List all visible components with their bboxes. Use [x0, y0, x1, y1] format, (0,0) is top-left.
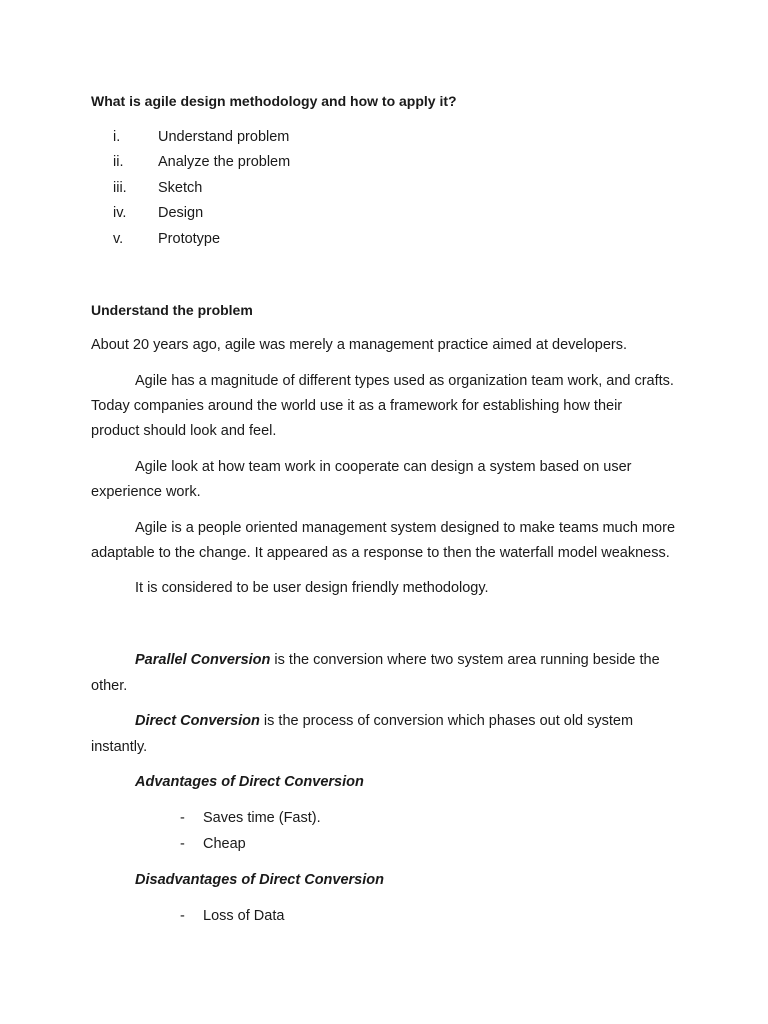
paragraph-line: product should look and feel.: [91, 423, 277, 439]
disadvantages-heading: Disadvantages of Direct Conversion: [135, 872, 384, 888]
paragraph-line: instantly.: [91, 739, 148, 755]
intro-paragraph: About 20 years ago, agile was merely a management practice aimed at developers.: [91, 337, 627, 353]
dash-marker: -: [180, 908, 185, 924]
paragraph-line: Agile look at how team work in cooperate can design a system based on user: [135, 459, 632, 475]
step-marker: iii.: [113, 180, 127, 196]
paragraph-friendly: It is considered to be user design friendly methodology.: [135, 580, 489, 596]
paragraph-line: other.: [91, 678, 128, 694]
paragraph-line: Today companies around the world use it as a framework for establishing how their: [91, 398, 623, 414]
dash-marker: -: [180, 836, 185, 852]
paragraph-line: experience work.: [91, 484, 201, 500]
dash-marker: -: [180, 810, 185, 826]
paragraph-line: Agile has a magnitude of different types used as organization team work, and crafts.: [135, 373, 674, 389]
list-item: Loss of Data: [203, 908, 285, 924]
list-item: Saves time (Fast).: [203, 810, 321, 826]
section-heading: Understand the problem: [91, 302, 253, 318]
step-text: Sketch: [158, 180, 203, 196]
paragraph-line: [135, 711, 633, 731]
term-direct-conversion: Direct Conversion: [135, 713, 260, 729]
paragraph-line: adaptable to the change. It appeared as a response to then the waterfall model weakness.: [91, 545, 670, 561]
step-text: Understand problem: [158, 129, 290, 145]
step-text: Prototype: [158, 231, 221, 247]
step-marker: v.: [113, 231, 124, 247]
paragraph-line: Agile is a people oriented management system designed to make teams much more: [135, 520, 676, 536]
step-marker: i.: [113, 129, 121, 145]
step-text: Analyze the problem: [158, 154, 291, 170]
step-text: Design: [158, 205, 204, 221]
document-title: What is agile design methodology and how to apply it?: [91, 93, 457, 109]
definition-text: is the process of conversion which phases out old system: [259, 713, 634, 729]
list-item: Cheap: [203, 836, 246, 852]
advantages-heading: Advantages of Direct Conversion: [135, 774, 364, 790]
paragraph-line: [135, 650, 660, 670]
definition-text: is the conversion where two system area running beside the: [270, 652, 660, 668]
step-marker: iv.: [113, 205, 127, 221]
term-parallel-conversion: Parallel Conversion: [135, 652, 271, 668]
step-marker: ii.: [113, 154, 124, 170]
